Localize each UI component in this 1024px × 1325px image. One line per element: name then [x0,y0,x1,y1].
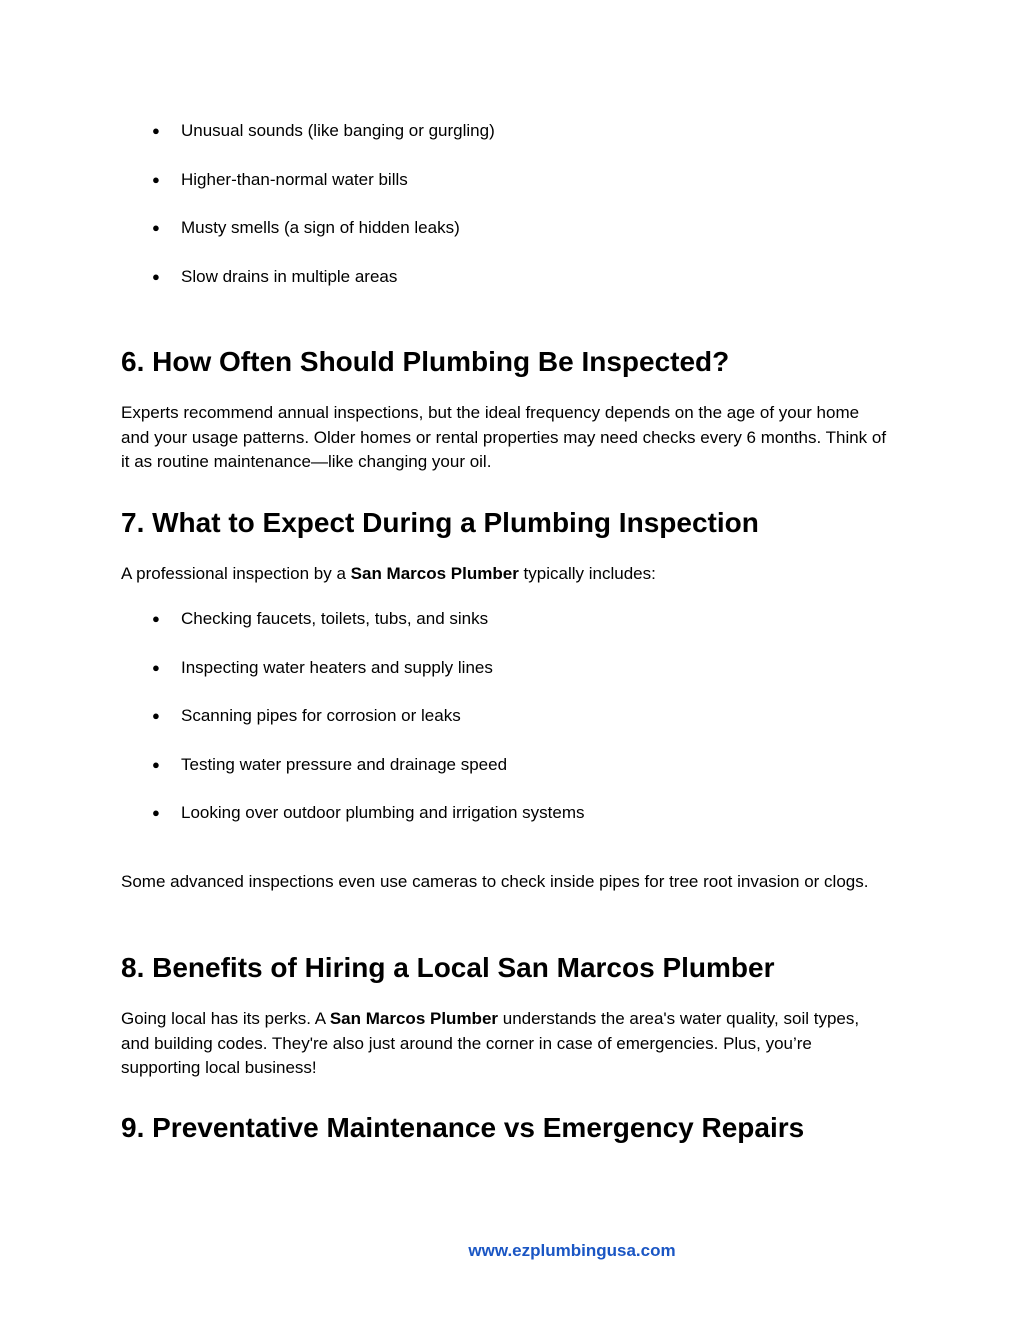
section-6-paragraph: Experts recommend annual inspections, but the ideal frequency depends on the age of your home and your usage patterns. Older homes or rental properties may need checks every 6 months. Think of it as routine maintenance—like changing your oil. [121,403,887,471]
list-item-text: Testing water pressure and drainage speed [181,754,508,774]
section-9-heading: 9. Preventative Maintenance vs Emergency Repairs [121,1112,805,1143]
list-item-text: Inspecting water heaters and supply lines [181,657,493,677]
list-item [121,755,585,775]
section-7-intro [121,562,891,587]
bullet-icon: ● [152,708,160,724]
list-item [121,170,495,190]
bullet-icon: ● [152,805,160,821]
list-item-text: Checking faucets, toilets, tubs, and sinks [181,609,489,628]
list-item [121,609,585,629]
bullet-icon: ● [152,756,160,772]
list-item [121,218,495,238]
list-item-text: Looking over outdoor plumbing and irrigation systems [181,803,585,823]
section-7-closing: Some advanced inspections even use cameras to check inside pipes for tree root invasion or clogs. [121,872,869,891]
section-8-paragraph [121,1007,891,1081]
section-7-heading: 7. What to Expect During a Plumbing Inspection [121,507,759,538]
section-8-heading: 8. Benefits of Hiring a Local San Marcos Plumber [121,952,775,983]
list-item [121,267,495,287]
list-item-text: Scanning pipes for corrosion or leaks [181,706,461,726]
list-item-text: Higher-than-normal water bills [181,169,408,189]
intro-text-end: typically includes: [518,564,656,583]
list-item [121,121,495,141]
list-item [121,803,585,823]
bullet-icon: ● [152,659,160,675]
symptoms-list [121,121,495,315]
list-item [121,706,585,726]
list-item-text: Musty smells (a sign of hidden leaks) [181,218,460,238]
bullet-icon: ● [152,123,160,138]
section-6-heading: 6. How Often Should Plumbing Be Inspected? [121,346,730,377]
bullet-icon: ● [152,220,160,236]
inspection-checklist [121,609,585,852]
intro-bold-text: San Marcos Plumber [350,564,519,583]
list-item-text: Slow drains in multiple areas [181,266,398,286]
website-link[interactable]: www.ezplumbingusa.com [468,1241,676,1260]
bullet-icon: ● [152,268,160,284]
intro-text: A professional inspection by a [121,564,351,583]
bullet-icon: ● [152,611,160,626]
list-item [121,658,585,678]
bullet-icon: ● [152,171,160,187]
list-item-text: Unusual sounds (like banging or gurgling) [181,121,495,140]
paragraph-bold-text: San Marcos Plumber [329,1009,499,1028]
paragraph-text-end: understands the area's water quality, soil types, and building codes. They're also just around the corner in case of emergencies. Plus, you’re supporting local business! [121,1009,860,1077]
paragraph-text: Going local has its perks. A [121,1009,330,1028]
